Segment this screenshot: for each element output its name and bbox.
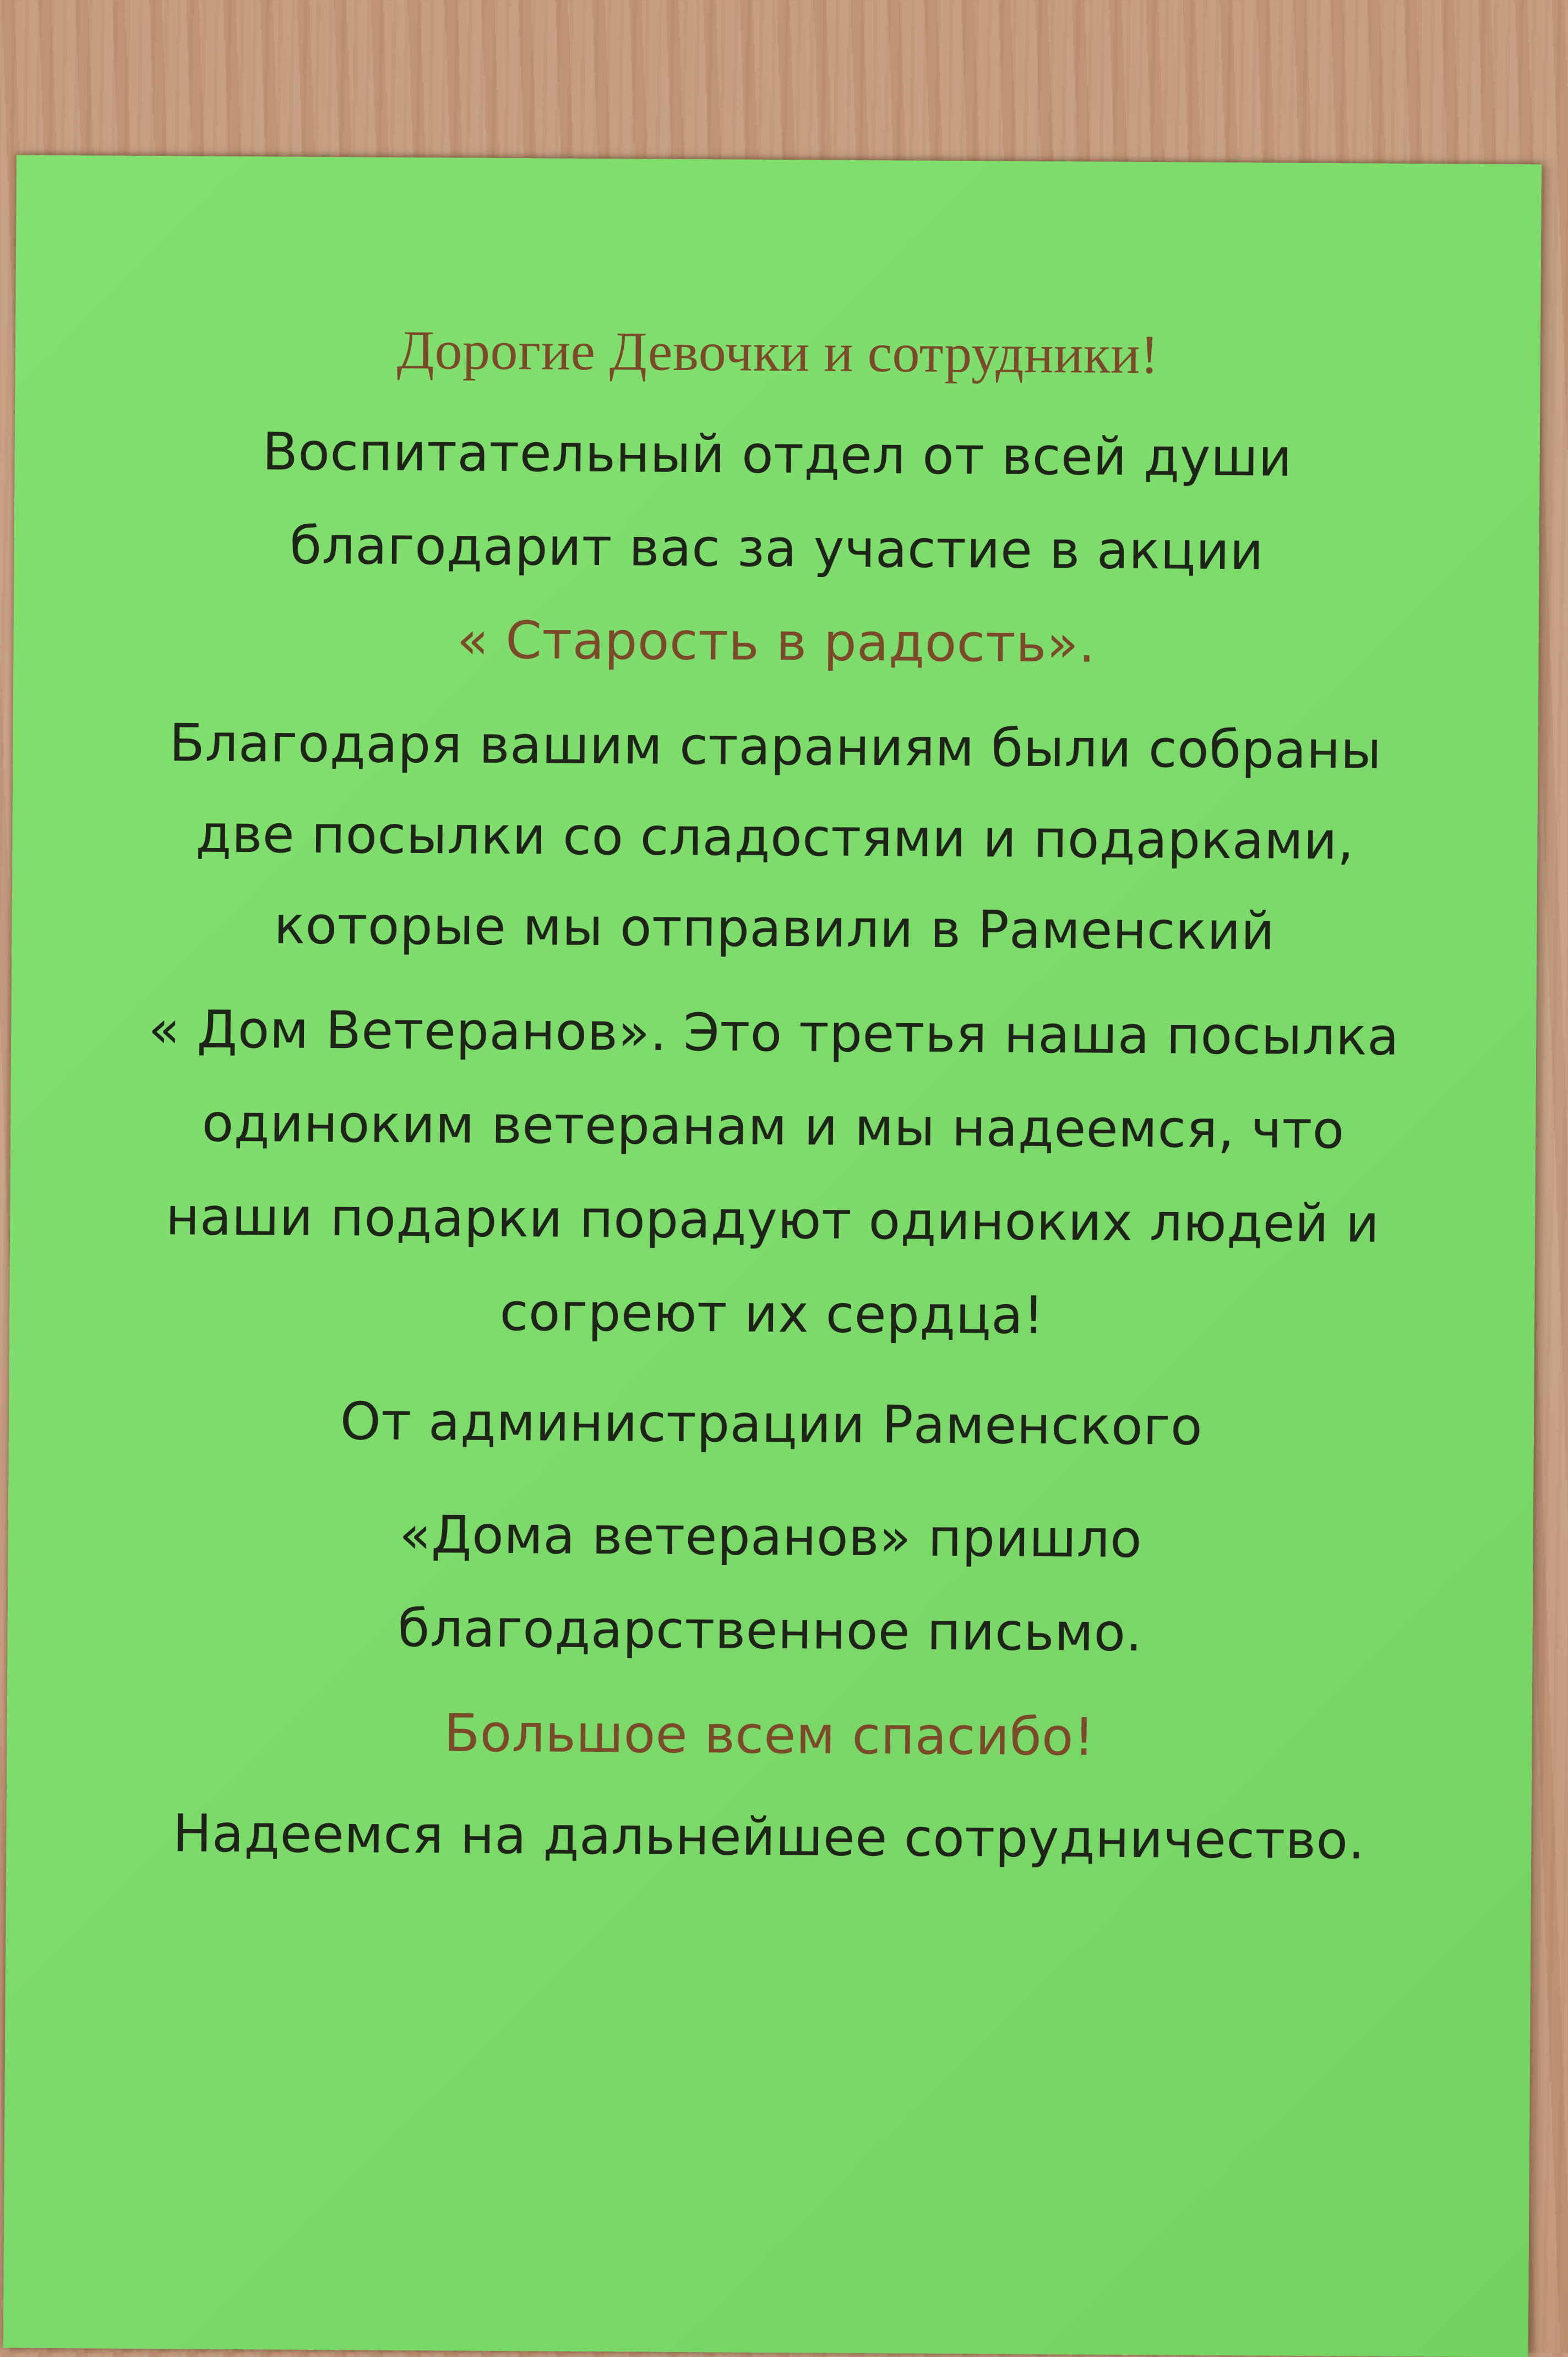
admin-line-1: От администрации Раменского <box>340 1392 1203 1457</box>
closing-line: Надеемся на дальнейшее сотрудничество. <box>172 1804 1365 1871</box>
body-line-6: наши подарки порадуют одиноких людей и <box>165 1187 1380 1254</box>
letter-content <box>17 155 1542 1871</box>
intro-line-1: Воспитательный отдел от всей души <box>262 422 1293 488</box>
intro-line-2: благодарит вас за участие в акции <box>289 515 1264 582</box>
body-line-2: две посылки со сладостями и подарками, <box>195 804 1354 872</box>
body-line-7: согреют их сердца! <box>499 1282 1044 1346</box>
green-letter-sheet <box>3 155 1542 2357</box>
body-line-3: которые мы отправили в Раменский <box>274 895 1275 962</box>
thanks-line: Большое всем спасибо! <box>444 1703 1095 1768</box>
letter-heading: Дорогие Девочки и сотрудники! <box>396 319 1159 385</box>
body-line-1: Благодаря вашим стараниям были собраны <box>169 713 1382 781</box>
admin-line-2: «Дома ветеранов» пришло <box>399 1505 1142 1570</box>
body-line-4: « Дом Ветеранов». Это третья наша посылка <box>148 1000 1400 1067</box>
body-line-5: одиноким ветеранам и мы надеемся, что <box>202 1093 1345 1161</box>
admin-line-3: благодарственное письмо. <box>398 1598 1143 1664</box>
campaign-name: « Старость в радость». <box>456 610 1096 675</box>
